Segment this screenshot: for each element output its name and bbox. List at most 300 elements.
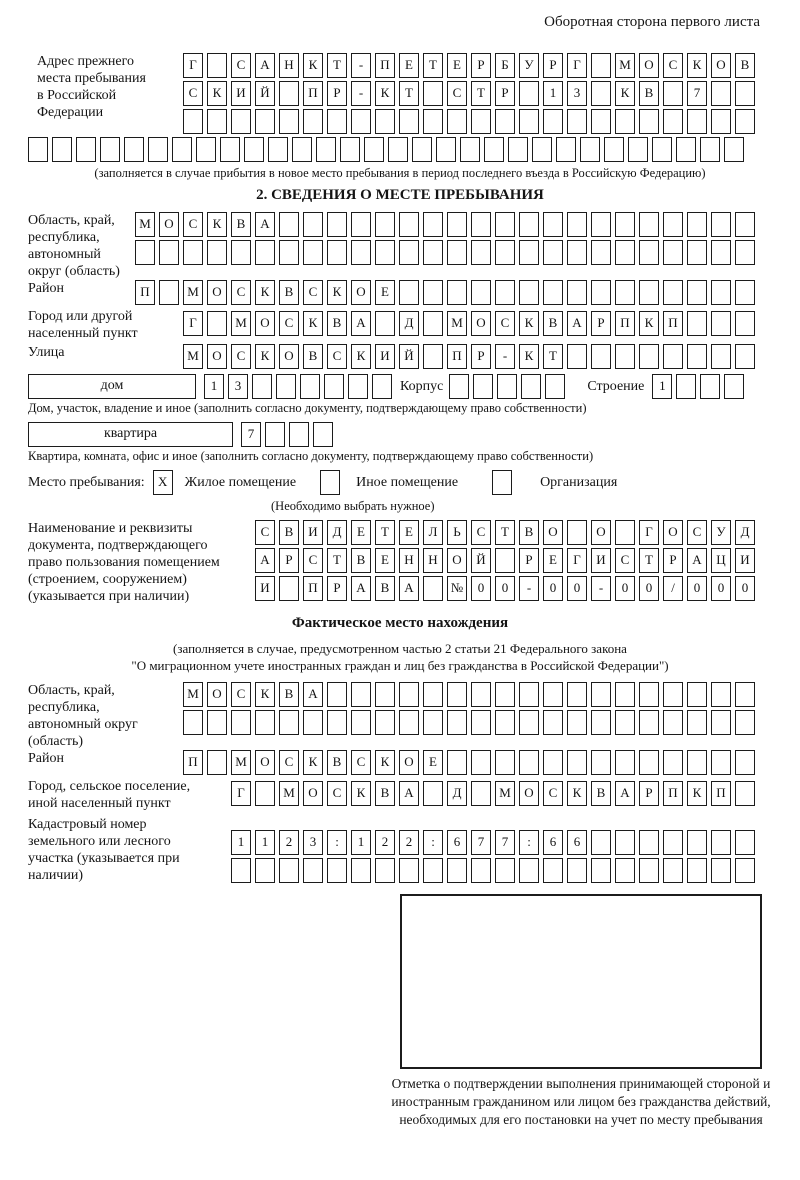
char-cell xyxy=(351,212,371,237)
fact-title: Фактическое место нахождения xyxy=(291,615,509,631)
char-cell xyxy=(399,280,419,305)
char-cell xyxy=(639,710,659,735)
char-cell: О xyxy=(351,280,371,305)
char-cell xyxy=(372,374,392,399)
char-cell: М xyxy=(183,280,203,305)
char-cell xyxy=(265,422,285,447)
char-cell: 1 xyxy=(351,830,371,855)
char-cell xyxy=(521,374,541,399)
char-cell: А xyxy=(687,548,707,573)
char-cell: О xyxy=(639,53,659,78)
char-cell xyxy=(423,240,443,265)
char-cell xyxy=(351,240,371,265)
char-cell xyxy=(711,830,731,855)
fact-oblast-cells xyxy=(183,682,759,738)
char-cell xyxy=(255,240,275,265)
char-cell: П xyxy=(615,311,635,336)
char-cell xyxy=(591,710,611,735)
char-cell: П xyxy=(183,750,203,775)
char-cell xyxy=(639,109,659,134)
char-cell xyxy=(615,858,635,883)
char-cell: Р xyxy=(279,548,299,573)
fact-note-1: (заполняется в случае, предусмотренном частью 2 статьи 21 Федерального закона xyxy=(173,641,627,656)
char-cell xyxy=(495,548,515,573)
char-cell xyxy=(615,830,635,855)
char-cell: К xyxy=(639,311,659,336)
char-cell xyxy=(735,710,755,735)
char-cell: О xyxy=(711,53,731,78)
char-cell: Е xyxy=(351,520,371,545)
char-cell: П xyxy=(375,53,395,78)
char-cell xyxy=(724,137,744,162)
char-cell: Д xyxy=(447,781,467,806)
char-cell xyxy=(663,81,683,106)
char-cell: Г xyxy=(639,520,659,545)
char-cell xyxy=(735,240,755,265)
char-cell xyxy=(567,858,587,883)
oblast-label: Область, край, республика, автономный округ (область) xyxy=(28,213,120,279)
char-cell xyxy=(399,710,419,735)
char-cell xyxy=(471,212,491,237)
char-cell xyxy=(639,280,659,305)
char-cell xyxy=(399,682,419,707)
document-row-2 xyxy=(255,548,759,573)
char-cell xyxy=(545,374,565,399)
char-cell xyxy=(375,710,395,735)
char-cell: Т xyxy=(375,520,395,545)
char-cell: В xyxy=(375,781,395,806)
char-cell xyxy=(495,750,515,775)
char-cell: - xyxy=(591,576,611,601)
checkbox-inoe[interactable] xyxy=(320,470,340,495)
char-cell xyxy=(423,109,443,134)
char-cell xyxy=(663,710,683,735)
char-cell: - xyxy=(495,344,515,369)
char-cell xyxy=(207,710,227,735)
char-cell xyxy=(663,830,683,855)
char-cell: Р xyxy=(471,344,491,369)
char-cell xyxy=(591,280,611,305)
char-cell: - xyxy=(351,53,371,78)
char-cell: 2 xyxy=(399,830,419,855)
prev-address-label: Адрес прежнего места пребывания в Российской Федерации xyxy=(37,54,146,120)
char-cell xyxy=(532,137,552,162)
char-cell xyxy=(519,280,539,305)
char-cell xyxy=(543,109,563,134)
char-cell xyxy=(148,137,168,162)
char-cell xyxy=(375,682,395,707)
char-cell: С xyxy=(615,548,635,573)
char-cell: К xyxy=(375,81,395,106)
char-cell: М xyxy=(183,682,203,707)
char-cell: О xyxy=(207,280,227,305)
char-cell xyxy=(591,858,611,883)
char-cell xyxy=(279,710,299,735)
document-row-3 xyxy=(255,576,759,601)
char-cell xyxy=(628,137,648,162)
char-cell xyxy=(700,374,720,399)
char-cell: Н xyxy=(423,548,443,573)
char-cell: - xyxy=(351,81,371,106)
char-cell: Т xyxy=(327,548,347,573)
char-cell xyxy=(711,311,731,336)
char-cell: С xyxy=(495,311,515,336)
char-cell xyxy=(663,280,683,305)
char-cell: С xyxy=(471,520,491,545)
char-cell xyxy=(711,682,731,707)
char-cell xyxy=(255,858,275,883)
field-document xyxy=(28,520,772,605)
page-header: Оборотная сторона первого листа xyxy=(544,14,760,30)
oblast-cells xyxy=(135,212,759,268)
char-cell: 0 xyxy=(711,576,731,601)
char-cell xyxy=(207,311,227,336)
char-cell: С xyxy=(327,344,347,369)
char-cell xyxy=(735,682,755,707)
char-cell: Е xyxy=(543,548,563,573)
char-cell: Е xyxy=(375,280,395,305)
char-cell: К xyxy=(303,53,323,78)
char-cell: 3 xyxy=(567,81,587,106)
fact-oblast-label: Область, край, республика, автономный округ (область) xyxy=(28,683,138,749)
char-cell: М xyxy=(231,750,251,775)
stamp-note: Отметка о подтверждении выполнения принимающей стороной и иностранным гражданином или лицом без гражданства действий, необходимых для его постановки на учет по месту пребывания xyxy=(391,1076,771,1127)
char-cell xyxy=(471,710,491,735)
char-cell: К xyxy=(303,750,323,775)
char-cell: С xyxy=(303,280,323,305)
fact-gorod-row xyxy=(231,781,759,806)
char-cell xyxy=(735,830,755,855)
char-cell xyxy=(183,240,203,265)
char-cell xyxy=(351,682,371,707)
dom-cells xyxy=(204,374,396,399)
char-cell xyxy=(423,311,443,336)
char-cell: А xyxy=(255,212,275,237)
checkbox-zhiloe[interactable]: X xyxy=(153,470,173,495)
char-cell xyxy=(279,858,299,883)
char-cell: К xyxy=(615,81,635,106)
char-cell xyxy=(735,858,755,883)
char-cell: М xyxy=(279,781,299,806)
char-cell xyxy=(580,137,600,162)
char-cell xyxy=(543,682,563,707)
char-cell xyxy=(351,858,371,883)
char-cell xyxy=(735,311,755,336)
char-cell xyxy=(543,710,563,735)
char-cell: В xyxy=(591,781,611,806)
char-cell: Т xyxy=(543,344,563,369)
char-cell xyxy=(423,682,443,707)
char-cell: С xyxy=(303,548,323,573)
dom-note: Дом, участок, владение и иное (заполнить согласно документу, подтверждающему право собственности) xyxy=(28,401,587,415)
char-cell xyxy=(76,137,96,162)
char-cell: А xyxy=(399,781,419,806)
char-cell xyxy=(231,710,251,735)
fact-oblast-row-1 xyxy=(183,682,759,707)
char-cell xyxy=(303,212,323,237)
char-cell xyxy=(567,710,587,735)
char-cell xyxy=(231,109,251,134)
char-cell: С xyxy=(183,212,203,237)
char-cell: О xyxy=(399,750,419,775)
char-cell xyxy=(615,750,635,775)
char-cell: Т xyxy=(495,520,515,545)
char-cell xyxy=(231,240,251,265)
char-cell xyxy=(639,750,659,775)
char-cell: В xyxy=(543,311,563,336)
char-cell xyxy=(447,109,467,134)
char-cell xyxy=(711,81,731,106)
field-gorod xyxy=(28,308,772,342)
char-cell xyxy=(324,374,344,399)
char-cell xyxy=(183,109,203,134)
char-cell xyxy=(495,858,515,883)
char-cell xyxy=(28,137,48,162)
char-cell xyxy=(255,109,275,134)
char-cell xyxy=(519,109,539,134)
char-cell: 3 xyxy=(228,374,248,399)
char-cell xyxy=(735,212,755,237)
char-cell xyxy=(447,212,467,237)
char-cell: 0 xyxy=(543,576,563,601)
char-cell: 6 xyxy=(543,830,563,855)
char-cell xyxy=(231,858,251,883)
char-cell xyxy=(615,212,635,237)
char-cell: С xyxy=(231,280,251,305)
char-cell xyxy=(495,280,515,305)
char-cell xyxy=(663,109,683,134)
char-cell xyxy=(687,750,707,775)
char-cell xyxy=(327,858,347,883)
char-cell xyxy=(567,240,587,265)
gorod-row xyxy=(183,311,759,336)
char-cell xyxy=(556,137,576,162)
char-cell xyxy=(423,212,443,237)
char-cell: А xyxy=(351,576,371,601)
char-cell: 7 xyxy=(495,830,515,855)
char-cell: В xyxy=(639,81,659,106)
char-cell xyxy=(663,750,683,775)
char-cell: С xyxy=(279,311,299,336)
char-cell xyxy=(244,137,264,162)
document-label: Наименование и реквизиты документа, подтверждающего право пользования помещением (строением, сооружением) (указывается при наличии) xyxy=(28,521,220,604)
char-cell: 2 xyxy=(279,830,299,855)
char-cell: К xyxy=(375,750,395,775)
char-cell xyxy=(423,81,443,106)
char-cell xyxy=(735,280,755,305)
char-cell: С xyxy=(279,750,299,775)
char-cell xyxy=(711,109,731,134)
char-cell xyxy=(735,109,755,134)
char-cell xyxy=(615,280,635,305)
char-cell xyxy=(364,137,384,162)
prev-address-note: (заполняется в случае прибытия в новое место пребывания в период последнего въезда в Российскую Федерацию) xyxy=(94,166,706,180)
char-cell: А xyxy=(255,53,275,78)
checkbox-organizatsiya[interactable] xyxy=(492,470,512,495)
char-cell: А xyxy=(303,682,323,707)
char-cell: И xyxy=(255,576,275,601)
char-cell xyxy=(663,240,683,265)
stamp-box xyxy=(400,894,762,1069)
char-cell: О xyxy=(255,750,275,775)
char-cell xyxy=(639,212,659,237)
char-cell xyxy=(711,344,731,369)
char-cell: 0 xyxy=(615,576,635,601)
char-cell xyxy=(711,858,731,883)
char-cell: 0 xyxy=(735,576,755,601)
field-fact-oblast xyxy=(28,682,772,750)
char-cell: Д xyxy=(399,311,419,336)
char-cell: А xyxy=(399,576,419,601)
char-cell: О xyxy=(471,311,491,336)
mesto-note: (Необходимо выбрать нужное) xyxy=(271,499,435,513)
char-cell: К xyxy=(519,311,539,336)
char-cell xyxy=(279,576,299,601)
rayon-row xyxy=(135,280,759,305)
rayon-label: Район xyxy=(28,281,64,296)
char-cell xyxy=(340,137,360,162)
dom-box: дом xyxy=(28,374,196,399)
char-cell xyxy=(567,344,587,369)
char-cell: Р xyxy=(639,781,659,806)
char-cell xyxy=(172,137,192,162)
char-cell xyxy=(639,344,659,369)
fact-gorod-label: Город, сельское поселение, иной населенный пункт xyxy=(28,779,191,811)
char-cell xyxy=(423,710,443,735)
char-cell xyxy=(303,240,323,265)
char-cell xyxy=(652,137,672,162)
field-oblast xyxy=(28,212,772,280)
char-cell: № xyxy=(447,576,467,601)
char-cell: И xyxy=(735,548,755,573)
char-cell: 1 xyxy=(652,374,672,399)
prev-address-row-1 xyxy=(183,53,759,78)
char-cell: А xyxy=(351,311,371,336)
char-cell: Р xyxy=(663,548,683,573)
char-cell xyxy=(300,374,320,399)
char-cell: 0 xyxy=(567,576,587,601)
char-cell xyxy=(735,81,755,106)
kvartira-cells xyxy=(241,422,337,447)
char-cell xyxy=(591,750,611,775)
char-cell: 0 xyxy=(639,576,659,601)
mesto-label: Место пребывания: xyxy=(28,474,145,490)
char-cell: О xyxy=(159,212,179,237)
char-cell: В xyxy=(375,576,395,601)
char-cell xyxy=(279,212,299,237)
char-cell xyxy=(567,750,587,775)
char-cell: П xyxy=(663,781,683,806)
fact-rayon-row xyxy=(183,750,759,775)
char-cell xyxy=(724,374,744,399)
prev-address-row-2 xyxy=(183,81,759,106)
char-cell: А xyxy=(567,311,587,336)
char-cell xyxy=(687,682,707,707)
char-cell: Т xyxy=(471,81,491,106)
char-cell: К xyxy=(519,344,539,369)
korpus-cells xyxy=(449,374,569,399)
char-cell xyxy=(471,682,491,707)
char-cell xyxy=(207,109,227,134)
char-cell xyxy=(471,858,491,883)
char-cell xyxy=(351,710,371,735)
char-cell: С xyxy=(231,344,251,369)
char-cell: Е xyxy=(423,750,443,775)
char-cell xyxy=(484,137,504,162)
char-cell: Р xyxy=(327,81,347,106)
char-cell: У xyxy=(711,520,731,545)
char-cell xyxy=(471,240,491,265)
char-cell: М xyxy=(231,311,251,336)
char-cell xyxy=(639,240,659,265)
char-cell xyxy=(412,137,432,162)
char-cell xyxy=(135,240,155,265)
ulitsa-label: Улица xyxy=(28,345,65,360)
char-cell xyxy=(591,212,611,237)
char-cell xyxy=(735,781,755,806)
char-cell: В xyxy=(519,520,539,545)
char-cell: Ц xyxy=(711,548,731,573)
char-cell xyxy=(711,750,731,775)
char-cell xyxy=(495,109,515,134)
char-cell: О xyxy=(543,520,563,545)
char-cell xyxy=(591,682,611,707)
char-cell xyxy=(351,109,371,134)
char-cell xyxy=(436,137,456,162)
char-cell xyxy=(423,344,443,369)
char-cell: Л xyxy=(423,520,443,545)
char-cell: В xyxy=(279,280,299,305)
char-cell: И xyxy=(231,81,251,106)
char-cell: 0 xyxy=(471,576,491,601)
fact-oblast-row-2 xyxy=(183,710,759,735)
kadastr-row-2 xyxy=(231,858,759,883)
char-cell xyxy=(676,374,696,399)
gorod-label: Город или другой населенный пункт xyxy=(28,309,138,341)
char-cell: Р xyxy=(519,548,539,573)
char-cell: Г xyxy=(567,53,587,78)
char-cell: А xyxy=(615,781,635,806)
char-cell xyxy=(327,109,347,134)
char-cell xyxy=(423,280,443,305)
char-cell: С xyxy=(543,781,563,806)
field-prev-address xyxy=(37,53,772,137)
char-cell: И xyxy=(303,520,323,545)
field-dom xyxy=(28,374,772,399)
char-cell xyxy=(303,109,323,134)
fact-rayon-label: Район xyxy=(28,751,64,766)
char-cell: Т xyxy=(639,548,659,573)
char-cell xyxy=(591,830,611,855)
char-cell xyxy=(423,858,443,883)
char-cell xyxy=(567,520,587,545)
char-cell xyxy=(327,240,347,265)
section2-title: 2. СВЕДЕНИЯ О МЕСТЕ ПРЕБЫВАНИЯ xyxy=(256,187,544,203)
document-cells xyxy=(255,520,759,604)
fact-note-2: "О миграционном учете иностранных граждан и лиц без гражданства в Российской Федерации") xyxy=(131,658,669,673)
char-cell xyxy=(255,710,275,735)
char-cell: Р xyxy=(495,81,515,106)
ulitsa-row xyxy=(183,344,759,369)
stroenie-label: Строение xyxy=(587,378,645,394)
char-cell: М xyxy=(495,781,515,806)
char-cell xyxy=(663,212,683,237)
char-cell xyxy=(313,422,333,447)
char-cell xyxy=(639,682,659,707)
char-cell xyxy=(388,137,408,162)
char-cell: Г xyxy=(567,548,587,573)
char-cell xyxy=(519,81,539,106)
